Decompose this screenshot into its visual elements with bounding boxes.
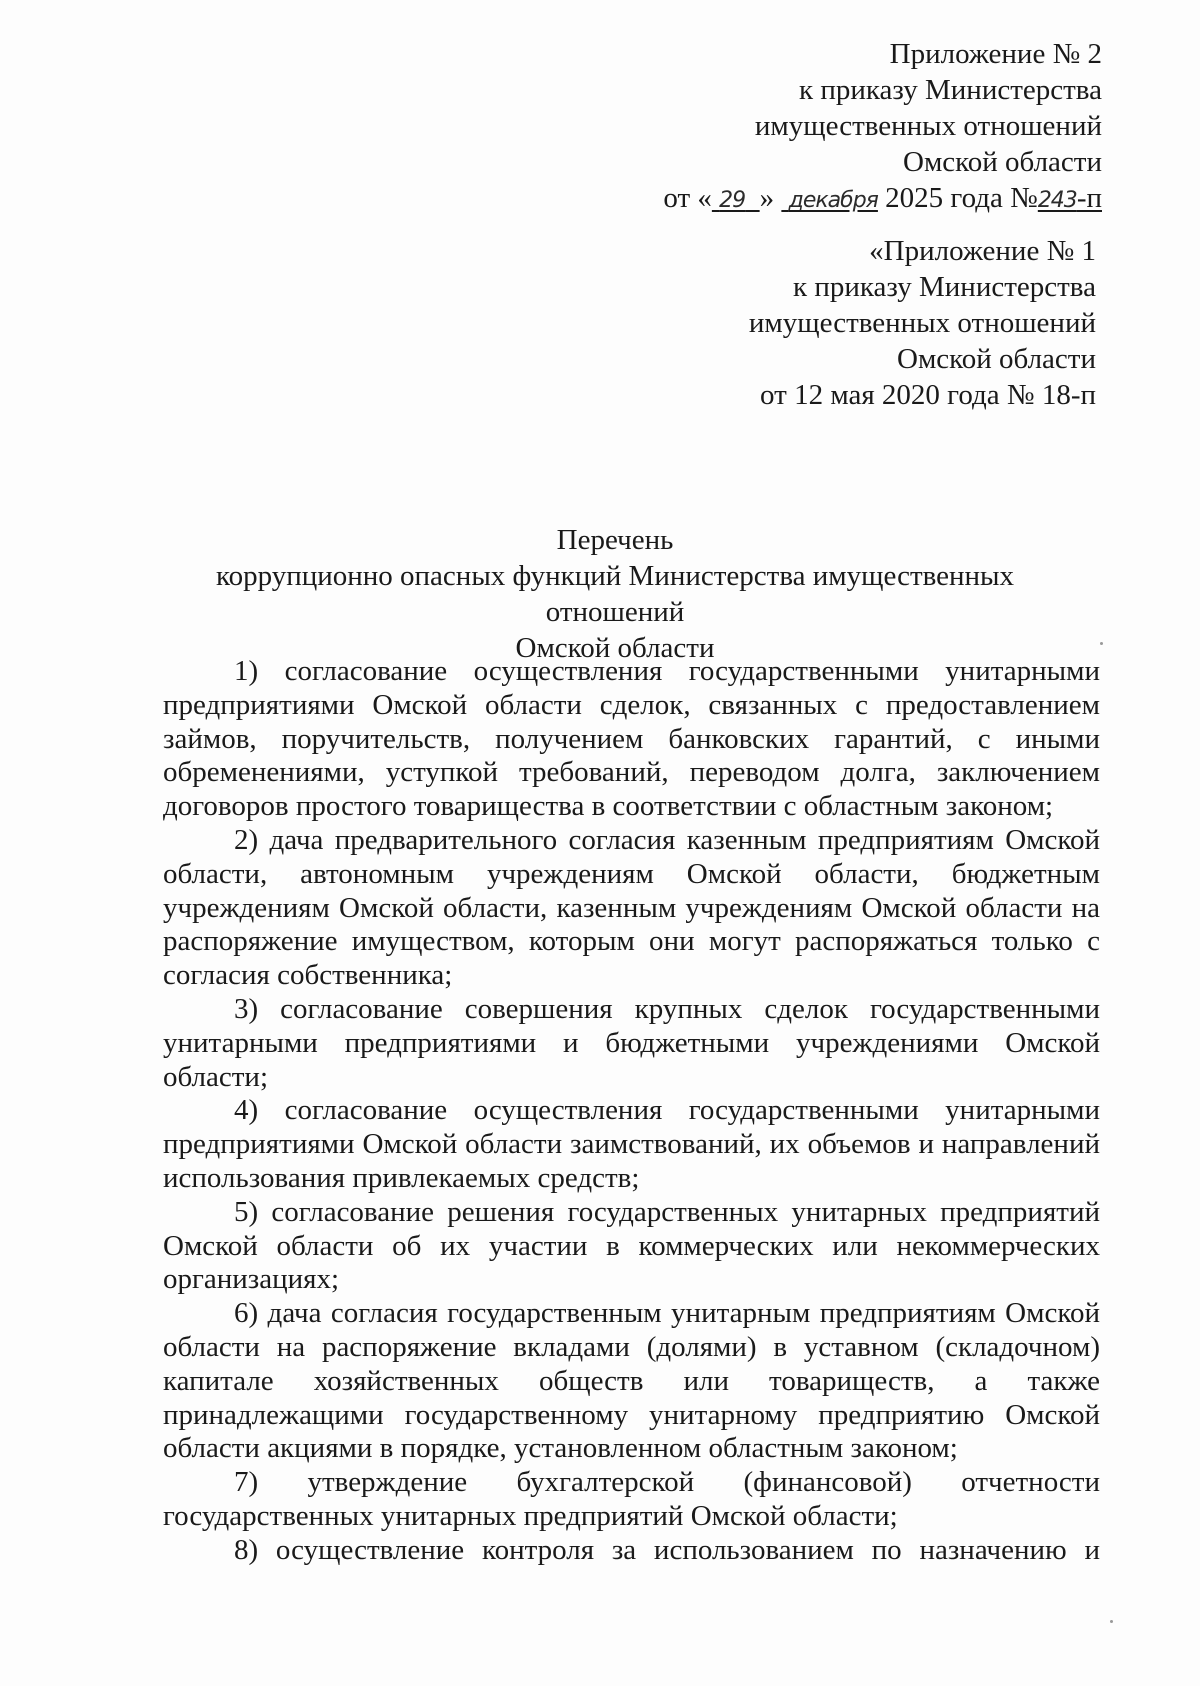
list-item: 1) согласование осуществления государственными унитарными предприятиями Омской области сделок, связанных с предоставлением займов, поручительств, получением банковских гарантий, с иными обременениями, уступкой требований, переводом долга, заключением договоров простого товарищества в соответствии с областным законом;: [163, 655, 1100, 823]
date-prefix: от «: [663, 182, 712, 214]
date-month: декабря: [788, 188, 878, 213]
title-line-2: коррупционно опасных функций Министерства имущественных отношений: [215, 560, 1015, 628]
list-item: 5) согласование решения государственных унитарных предприятий Омской области об их участии в коммерческих или некоммерческих организациях;: [163, 1195, 1100, 1296]
document-title: [150, 522, 1080, 666]
date-mid: »: [759, 182, 782, 214]
list-item: 2) дача предварительного согласия казенным предприятиям Омской области, автономным учреждениям Омской области, бюджетным учреждениям Омской области, казенным учреждениям Омской области на распоряжение имуществом, которым они могут распоряжаться только с согласия собственника;: [163, 823, 1100, 992]
order-number: 243: [1037, 188, 1077, 213]
scan-speck: [1100, 642, 1103, 645]
list-item: 4) согласование осуществления государственными унитарными предприятиями Омской области заимствований, их объемов и направлений использования привлекаемых средств;: [163, 1094, 1100, 1194]
functions-list: [163, 655, 1100, 1568]
scan-speck: [1110, 1620, 1113, 1623]
attachment-2-header: [582, 36, 1102, 219]
list-item: 6) дача согласия государственным унитарным предприятиям Омской области на распоряжение вкладами (долями) в уставном (складочном) капитале хозяйственных обществ или товариществ, а также принадлежащими государственному унитарному предприятию Омской области акциями в порядке, установленном областным законом;: [163, 1297, 1100, 1465]
title-line-1: Перечень: [556, 524, 674, 556]
list-item: 8) осуществление контроля за использованием по назначению и: [234, 1533, 1100, 1566]
attachment-2-region: Омской области: [903, 146, 1102, 178]
list-item: 3) согласование совершения крупных сделок государственными унитарными предприятиями и бюджетными учреждениями Омской области;: [163, 992, 1100, 1093]
attachment-1-title: «Приложение № 1: [869, 235, 1096, 267]
date-year: 2025 года №: [877, 182, 1038, 214]
attachment-2-date-line: [582, 180, 1102, 219]
date-month-field: [781, 182, 878, 214]
attachment-2-order-ref: к приказу Министерства: [799, 74, 1102, 106]
date-day: 29: [719, 188, 746, 213]
attachment-1-header: [576, 233, 1096, 413]
order-number-field: [1038, 182, 1102, 214]
title-line-3: Омской области: [515, 632, 715, 664]
list-item: 7) утверждение бухгалтерской (финансовой) отчетности государственных унитарных предприятий Омской области;: [163, 1466, 1100, 1532]
attachment-1-date-line: от 12 мая 2020 года № 18-п: [760, 379, 1096, 411]
order-number-suffix: -п: [1076, 182, 1102, 214]
attachment-1-order-ref: к приказу Министерства: [793, 271, 1096, 303]
attachment-1-ministry: имущественных отношений: [748, 307, 1096, 339]
attachment-1-region: Омской области: [897, 343, 1096, 375]
attachment-2-title: Приложение № 2: [889, 38, 1102, 70]
attachment-2-ministry: имущественных отношений: [754, 110, 1102, 142]
date-day-field: [712, 182, 760, 214]
